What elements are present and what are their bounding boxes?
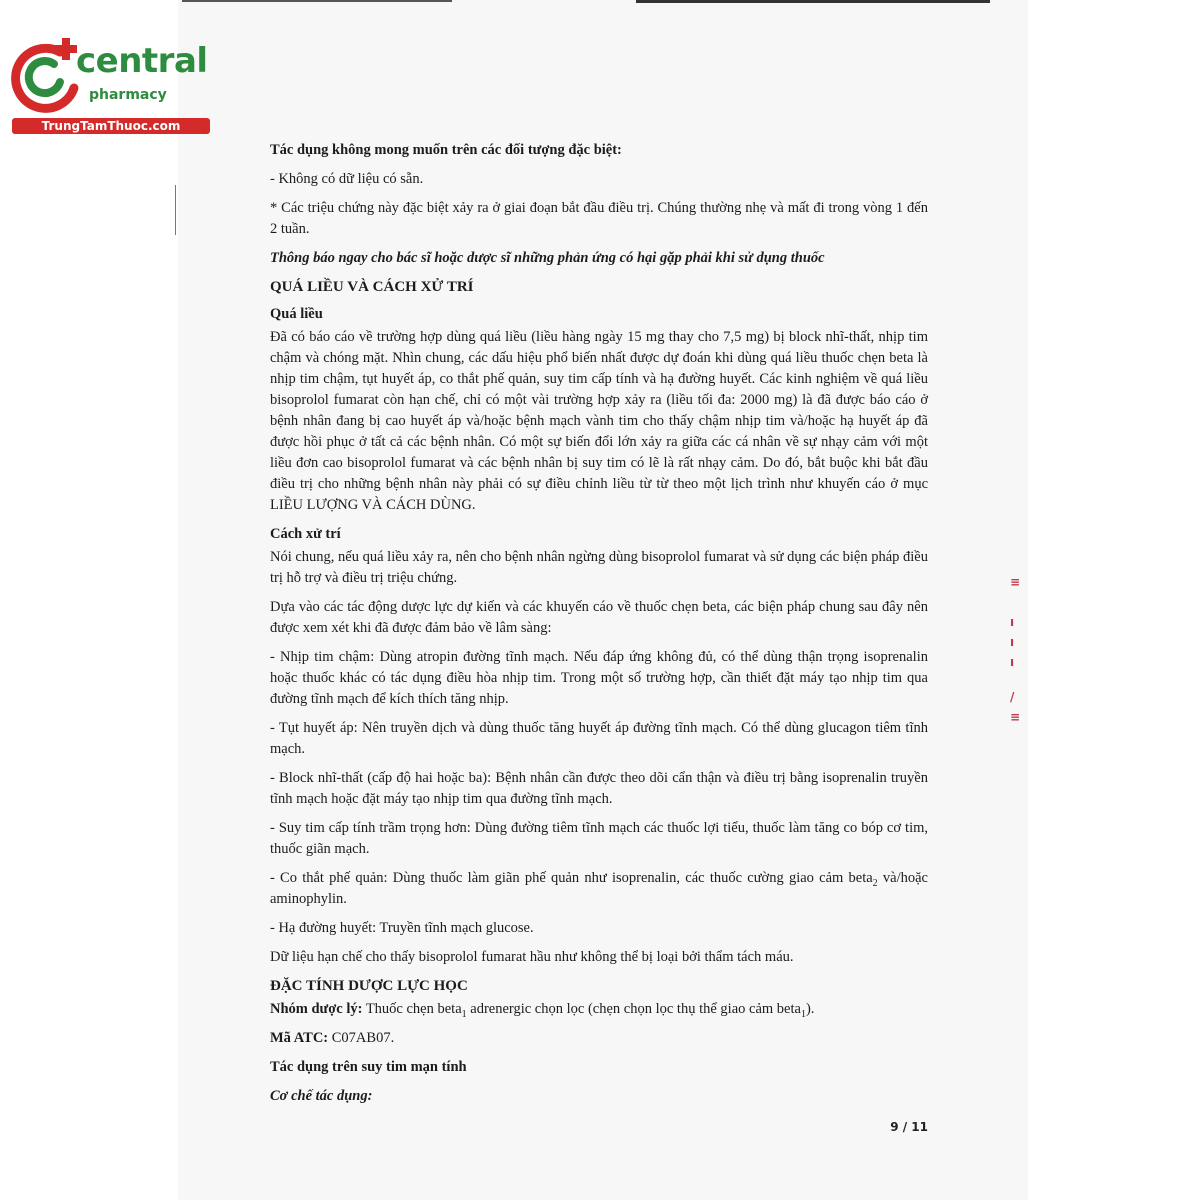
atc-code — [270, 1028, 928, 1049]
no-data-text: - Không có dữ liệu có sẵn. — [270, 171, 424, 187]
symptoms-note: * Các triệu chứng này đặc biệt xảy ra ở giai đoạn bắt đầu điều trị. Chúng thường nhẹ và mất đi trong vòng 1 đến 2 tuần. — [270, 200, 928, 237]
mechanism-heading: Cơ chế tác dụng: — [270, 1088, 373, 1104]
av-block-item: - Block nhĩ-thất (cấp độ hai hoặc ba): Bệnh nhân cần được theo dõi cẩn thận và điều trị bằng isoprenalin truyền tĩnh mạch hoặc đặt máy tạo nhịp tim qua đường tĩnh mạch. — [270, 770, 928, 807]
heading-special-groups: Tác dụng không mong muốn trên các đối tượng đặc biệt: — [270, 142, 622, 158]
margin-mark — [175, 185, 176, 235]
beta-subscript: 2 — [872, 877, 878, 889]
logo-site-banner: TrungTamThuoc.com — [12, 118, 210, 134]
bronchospasm-item — [270, 868, 928, 910]
overdose-paragraph: Đã có báo cáo về trường hợp dùng quá liều (liều hàng ngày 15 mg thay cho 7,5 mg) bị block nhĩ-thất, nhịp tim chậm và chóng mặt. Nhìn chung, các dấu hiệu phổ biến nhất được dự đoán khi dùng quá liều thuốc chẹn beta là nhịp tim chậm, tụt huyết áp, co thắt phế quản, suy tim cấp tính và hạ đường huyết. Các kinh nghiệm về quá liều bisoprolol fumarat còn hạn chế, chỉ có một vài trường hợp xảy ra (liều tối đa: 2000 mg) là đã được báo cáo ở bệnh nhân đang bị cao huyết áp và/hoặc bệnh mạch vành tim cho thấy chậm nhịp tim và/hoặc hạ huyết áp đã được hồi phục ở tất cả các bệnh nhân. Có một sự biến đổi lớn xảy ra giữa các cá nhân về sự nhạy cảm với một liều đơn cao bisoprolol fumarat và các bệnh nhân bị suy tim có lẽ là rất nhạy cảm. Do đó, bắt buộc khi bắt đầu điều trị cho những bệnh nhân này phải có sự điều chỉnh liều từ từ theo một lịch trình như khuyến cáo ở mục LIỀU LƯỢNG VÀ CÁCH DÙNG. — [270, 329, 928, 513]
top-rule — [182, 0, 452, 2]
general-measures-paragraph: Dựa vào các tác động dược lực dự kiến và các khuyến cáo về thuốc chẹn beta, các biện pháp chung sau đây nên được xem xét khi đã được đảm bảo về lâm sàng: — [270, 599, 928, 636]
bradycardia-item: - Nhịp tim chậm: Dùng atropin đường tĩnh mạch. Nếu đáp ứng không đủ, có thể dùng thận trọng isoprenalin hoặc thuốc khác có tác dụng điều hòa nhịp tim. Trong một số trường hợp, cần thiết đặt máy tạo nhịp tim qua đường tĩnh mạch để kích thích tăng nhịp. — [270, 649, 928, 707]
notify-text: Thông báo ngay cho bác sĩ hoặc dược sĩ những phản ứng có hại gặp phải khi sử dụng thuốc — [270, 250, 825, 266]
group-text-mid: adrenergic chọn lọc (chẹn chọn lọc thụ thể giao cảm beta — [466, 1001, 801, 1017]
chronic-hf-heading: Tác dụng trên suy tim mạn tính — [270, 1059, 467, 1075]
logo-brand: central — [76, 41, 208, 81]
management-paragraph: Nói chung, nếu quá liều xảy ra, nên cho bệnh nhân ngừng dùng bisoprolol fumarat và sử dụng các biện pháp điều trị hỗ trợ và điều trị triệu chứng. — [270, 549, 928, 586]
pharmacodynamics-heading: ĐẶC TÍNH DƯỢC LỰC HỌC — [270, 978, 468, 994]
bronchospasm-text: - Co thắt phế quản: Dùng thuốc làm giãn phế quản như isoprenalin, các thuốc cường giao cảm beta — [270, 870, 873, 886]
overdose-heading: QUÁ LIỀU VÀ CÁCH XỬ TRÍ — [270, 279, 474, 295]
red-stamp-fragment: ≡ ı ı ı / ≡ — [1010, 575, 1021, 724]
atc-label: Mã ATC: — [270, 1030, 329, 1046]
hypotension-item: - Tụt huyết áp: Nên truyền dịch và dùng thuốc tăng huyết áp đường tĩnh mạch. Có thể dùng glucagon tiêm tĩnh mạch. — [270, 720, 928, 757]
page-number: 9 / 11 — [890, 1120, 928, 1134]
top-rule-thick — [636, 0, 990, 3]
beta1-subscript: 1 — [461, 1008, 467, 1020]
management-subheading: Cách xử trí — [270, 526, 341, 542]
central-pharmacy-logo[interactable] — [0, 0, 220, 140]
group-text-end: ). — [805, 1001, 815, 1017]
group-text: Thuốc chẹn beta — [362, 1001, 462, 1017]
pharmacologic-group — [270, 999, 928, 1020]
overdose-subheading: Quá liều — [270, 306, 323, 322]
beta1-subscript-2: 1 — [800, 1008, 806, 1020]
document-body — [270, 140, 928, 1115]
logo-subtitle: pharmacy — [89, 87, 167, 103]
hypoglycemia-item: - Hạ đường huyết: Truyền tĩnh mạch glucose. — [270, 920, 534, 936]
bronchospasm-text-end: và/hoặc aminophylin. — [270, 870, 928, 907]
dialysis-text: Dữ liệu hạn chế cho thấy bisoprolol fumarat hầu như không thể bị loại bởi thẩm tách máu. — [270, 949, 794, 965]
atc-value: C07AB07. — [328, 1030, 395, 1046]
heart-failure-item: - Suy tim cấp tính trầm trọng hơn: Dùng đường tiêm tĩnh mạch các thuốc lợi tiểu, thuốc làm tăng co bóp cơ tim, thuốc giãn mạch. — [270, 820, 928, 857]
group-label: Nhóm dược lý: — [270, 1001, 363, 1017]
